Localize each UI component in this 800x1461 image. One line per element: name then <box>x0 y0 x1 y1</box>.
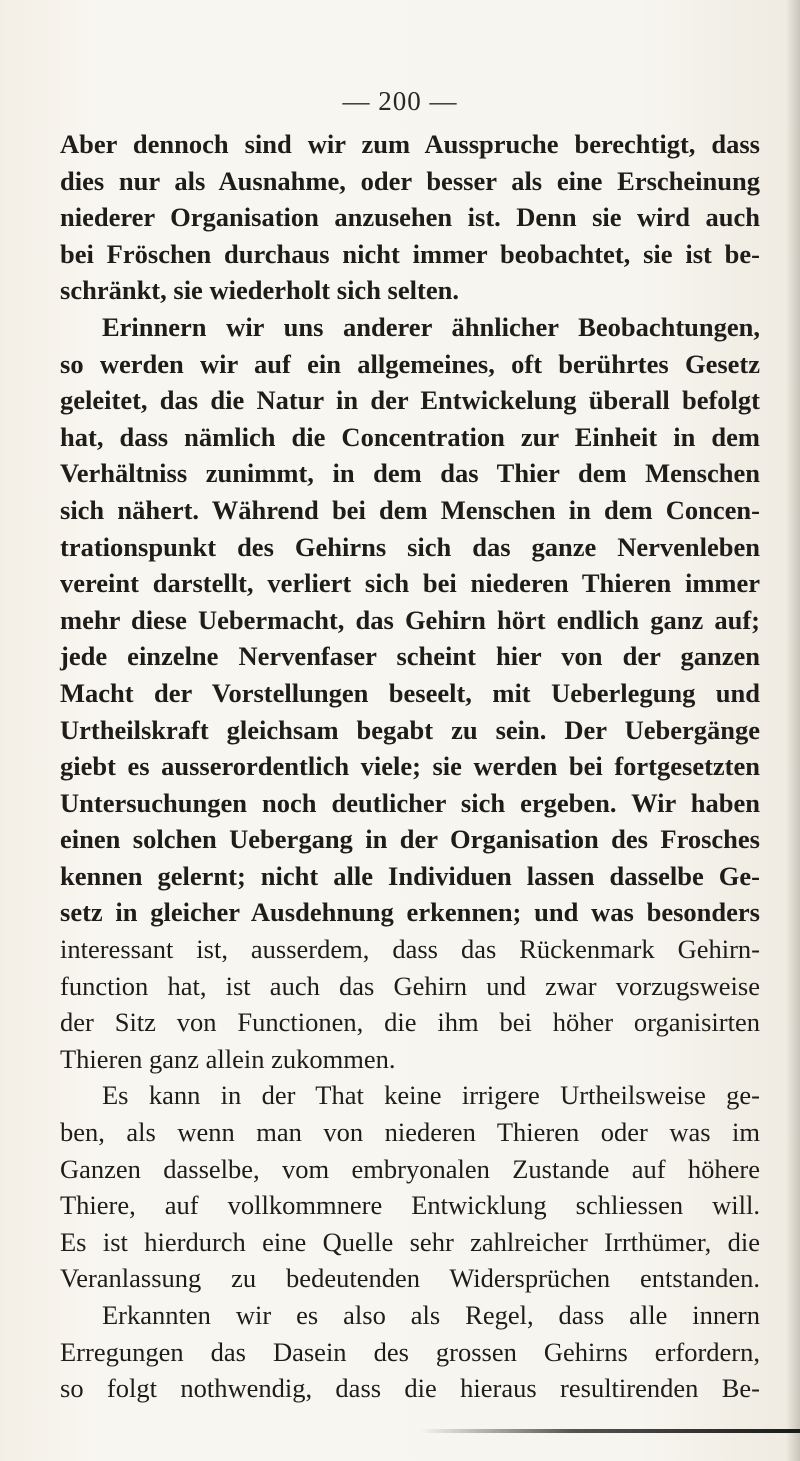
text-line: function hat, ist auch das Gehirn und zwar vorzugsweise <box>60 970 760 1001</box>
text-line: Thieren ganz allein zukommen. <box>60 1043 396 1074</box>
text-line: Macht der Vorstellungen beseelt, mit Ueberlegung und <box>60 677 760 708</box>
text-line: einen solchen Uebergang in der Organisation des Frosches <box>60 824 760 855</box>
text-line: ben, als wenn man von niederen Thieren oder was im <box>60 1117 760 1148</box>
text-line: sich nähert. Während bei dem Menschen in dem Concen- <box>60 494 760 525</box>
body-text <box>60 126 760 1407</box>
text-line: Thiere, auf vollkommnere Entwicklung schliessen will. <box>60 1190 760 1221</box>
text-line: Ganzen dasselbe, vom embryonalen Zustande auf höhere <box>60 1153 760 1184</box>
text-line: Erinnern wir uns anderer ähnlicher Beobachtungen, <box>102 311 760 342</box>
text-line: so folgt nothwendig, dass die hieraus resultirenden Be- <box>60 1373 760 1404</box>
text-line: giebt es ausserordentlich viele; sie werden bei fortgesetzten <box>60 751 760 782</box>
text-line: hat, dass nämlich die Concentration zur Einheit in dem <box>60 421 760 452</box>
text-line: Veranlassung zu bedeutenden Widersprüchen entstanden. <box>60 1263 760 1294</box>
text-line: der Sitz von Functionen, die ihm bei höher organisirten <box>60 1007 760 1038</box>
scan-bottom-bar <box>420 1429 800 1433</box>
text-line: vereint darstellt, verliert sich bei niederen Thieren immer <box>60 568 760 599</box>
text-line: setz in gleicher Ausdehnung erkennen; und was besonders <box>60 897 760 928</box>
page-edge-shadow <box>786 0 800 1461</box>
text-line: Es ist hierdurch eine Quelle sehr zahlreicher Irrthümer, die <box>60 1226 760 1257</box>
text-line: Erregungen das Dasein des grossen Gehirns erfordern, <box>60 1336 760 1367</box>
text-line: interessant ist, ausserdem, dass das Rückenmark Gehirn- <box>60 934 760 965</box>
text-line: so werden wir auf ein allgemeines, oft berührtes Gesetz <box>60 348 760 379</box>
text-line: schränkt, sie wiederholt sich selten. <box>60 275 459 306</box>
text-line: jede einzelne Nervenfaser scheint hier von der ganzen <box>60 641 760 672</box>
text-line: trationspunkt des Gehirns sich das ganze Nervenleben <box>60 531 760 562</box>
text-line: geleitet, das die Natur in der Entwickelung überall befolgt <box>60 385 760 416</box>
text-line: Erkannten wir es also als Regel, dass alle innern <box>102 1300 760 1330</box>
page-number: — 200 — <box>342 86 458 116</box>
text-line: Urtheilskraft gleichsam begabt zu sein. Der Uebergänge <box>60 714 760 745</box>
text-line: Untersuchungen noch deutlicher sich ergeben. Wir haben <box>60 787 760 818</box>
text-line: Verhältniss zunimmt, in dem das Thier dem Menschen <box>60 458 760 489</box>
text-line: niederer Organisation anzusehen ist. Denn sie wird auch <box>60 202 760 233</box>
text-line: Es kann in der That keine irrigere Urtheilsweise ge- <box>102 1080 760 1111</box>
text-line: mehr diese Uebermacht, das Gehirn hört endlich ganz auf; <box>60 604 760 635</box>
text-line: kennen gelernt; nicht alle Individuen lassen dasselbe Ge- <box>60 860 760 891</box>
text-line: dies nur als Ausnahme, oder besser als eine Erscheinung <box>60 165 760 196</box>
text-line: Aber dennoch sind wir zum Ausspruche berechtigt, dass <box>60 129 760 159</box>
text-line: bei Fröschen durchaus nicht immer beobachtet, sie ist be- <box>60 238 760 269</box>
